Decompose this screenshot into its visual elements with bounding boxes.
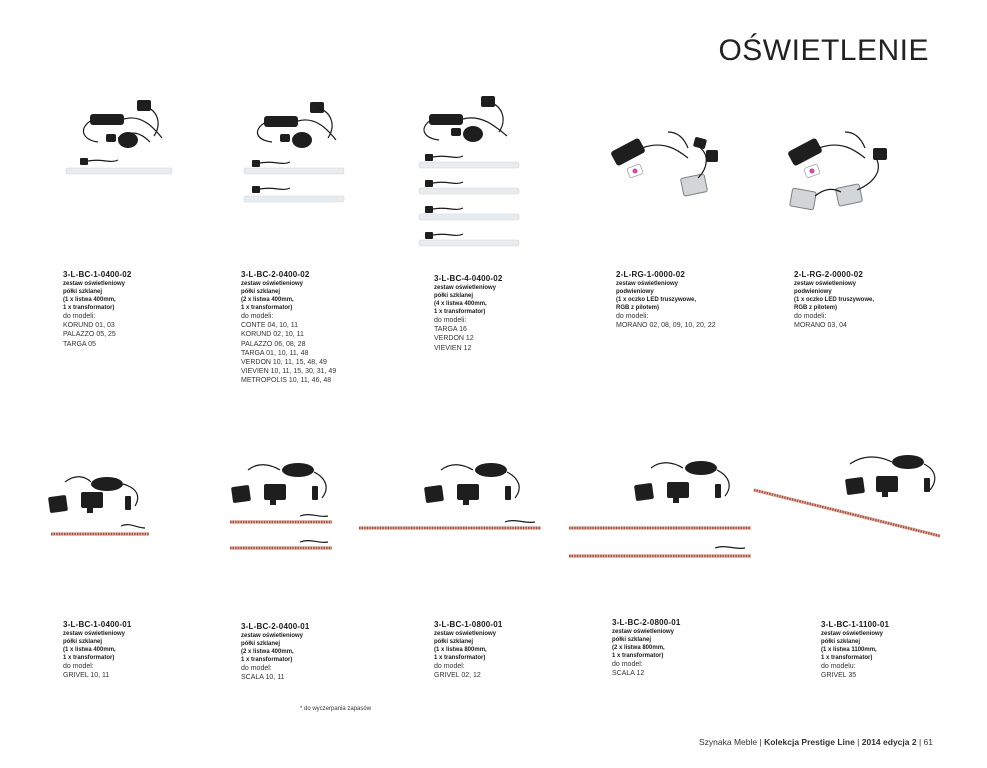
product-card-bottom-1	[63, 620, 223, 680]
product-description: zestaw oświetleniowy półki szklanej (1 x listwa 800mm, 1 x transformator)	[434, 631, 497, 661]
product-code: 3-L-BC-2-0800-01	[612, 618, 681, 627]
footer-brand: Szynaka Meble	[699, 737, 758, 747]
model-item: METROPOLIS 10, 11, 46, 48	[241, 377, 332, 385]
model-item: VERDON 10, 11, 15, 48, 49	[241, 359, 327, 367]
models-label: do model:	[612, 661, 643, 668]
product-description: zestaw oświetleniowy półki szklanej (1 x listwa 400mm, 1 x transformator)	[63, 281, 126, 311]
product-code: 3-L-BC-1-0400-02	[63, 270, 132, 279]
page-number: 61	[923, 737, 933, 747]
models-label: do model:	[63, 663, 94, 670]
models-label: do modeli:	[434, 317, 467, 324]
model-item: TARGA 16	[434, 326, 467, 334]
model-item: GRIVEL 35	[821, 672, 857, 680]
product-code: 3-L-BC-2-0400-01	[241, 622, 310, 631]
model-item: GRIVEL 02, 12	[434, 672, 481, 680]
product-image-led-kit-2x400	[240, 98, 348, 208]
product-code: 3-L-BC-2-0400-02	[241, 270, 310, 279]
product-description: zestaw oświetleniowy półki szklanej (2 x listwa 400mm, 1 x transformator)	[241, 633, 304, 663]
footer-edition: 2014 edycja 2	[861, 737, 917, 747]
product-card-top-3	[434, 274, 594, 353]
product-image-led-kit-4x400	[415, 92, 523, 254]
model-item: SCALA 12	[612, 670, 645, 678]
product-description: zestaw oświetleniowy półki szklanej (1 x listwa 1100mm, 1 x transformator)	[821, 631, 884, 661]
model-item: MORANO 02, 08, 09, 10, 20, 22	[616, 322, 716, 330]
product-image-ledstrip-1x1100	[750, 448, 948, 544]
footer-separator: |	[759, 737, 765, 747]
models-label: do modeli:	[616, 313, 649, 320]
model-item: PALAZZO 06, 08, 28	[241, 340, 306, 348]
model-item: PALAZZO 05, 25	[63, 331, 116, 339]
model-item: KORUND 01, 03	[63, 322, 115, 330]
product-image-rgb-kit-2	[785, 128, 905, 218]
footer-separator: |	[918, 737, 924, 747]
page-title: OŚWIETLENIE	[718, 34, 929, 67]
footer-separator: |	[857, 737, 862, 747]
model-item: GRIVEL 10, 11	[63, 672, 110, 680]
product-card-top-1	[63, 270, 223, 349]
models-label: do modelu:	[821, 663, 856, 670]
product-code: 3-L-BC-1-0800-01	[434, 620, 503, 629]
product-description: zestaw oświetleniowy półki szklanej (2 x listwa 400mm, 1 x transformator)	[241, 281, 304, 311]
model-item: TARGA 05	[63, 340, 96, 348]
product-code: 3-L-BC-1-1100-01	[821, 620, 890, 629]
models-label: do model:	[241, 665, 272, 672]
model-item: VERDON 12	[434, 335, 474, 343]
models-label: do modeli:	[63, 313, 96, 320]
product-description: zestaw oświetleniowy podwieniowy (1 x oczko LED truszywowe, RGB z pilotem)	[616, 281, 697, 311]
product-card-top-2	[241, 270, 401, 386]
model-item: MORANO 03, 04	[794, 322, 847, 330]
models-label: do model:	[434, 663, 465, 670]
product-card-bottom-3	[434, 620, 594, 680]
product-image-ledstrip-1x800	[355, 456, 545, 540]
model-item: VIEVIEN 12	[434, 344, 472, 352]
product-image-led-kit-1x400	[62, 94, 177, 180]
product-description: zestaw oświetleniowy półki szklanej (2 x listwa 800mm, 1 x transformator)	[612, 629, 675, 659]
models-label: do modeli:	[241, 313, 274, 320]
product-code: 3-L-BC-1-0400-01	[63, 620, 132, 629]
product-description: zestaw oświetleniowy półki szklanej (1 x listwa 400mm, 1 x transformator)	[63, 631, 126, 661]
product-card-top-5	[794, 270, 954, 330]
model-item: TARGA 01, 10, 11, 48	[241, 349, 309, 357]
product-image-ledstrip-2x800	[565, 452, 755, 564]
product-code: 2-L-RG-1-0000-02	[616, 270, 686, 279]
product-card-bottom-2	[241, 622, 401, 682]
model-item: SCALA 10, 11	[241, 674, 285, 682]
product-image-ledstrip-2x400	[226, 456, 338, 558]
model-item: KORUND 02, 10, 11	[241, 331, 304, 339]
product-code: 2-L-RG-2-0000-02	[794, 270, 864, 279]
model-item: VIEVIEN 10, 11, 15, 30, 31, 49	[241, 368, 337, 376]
footer-collection: Kolekcja Prestige Line	[764, 737, 855, 747]
footnote: * do wyczerpania zapasów	[300, 706, 372, 712]
product-image-ledstrip-1x400	[45, 466, 160, 542]
product-code: 3-L-BC-4-0400-02	[434, 274, 503, 283]
models-label: do modeli:	[794, 313, 827, 320]
product-card-bottom-5	[821, 620, 981, 680]
product-card-top-4	[616, 270, 776, 330]
product-card-bottom-4	[612, 618, 772, 678]
product-description: zestaw oświetleniowy półki szklanej (4 x listwa 400mm, 1 x transformator)	[434, 285, 497, 315]
product-image-rgb-kit-1	[608, 128, 728, 203]
page-footer	[699, 737, 933, 747]
product-description: zestaw oświetleniowy podwieniowy (1 x oczko LED truszywowe, RGB z pilotem)	[794, 281, 875, 311]
model-item: CONTE 04, 10, 11	[241, 322, 299, 330]
